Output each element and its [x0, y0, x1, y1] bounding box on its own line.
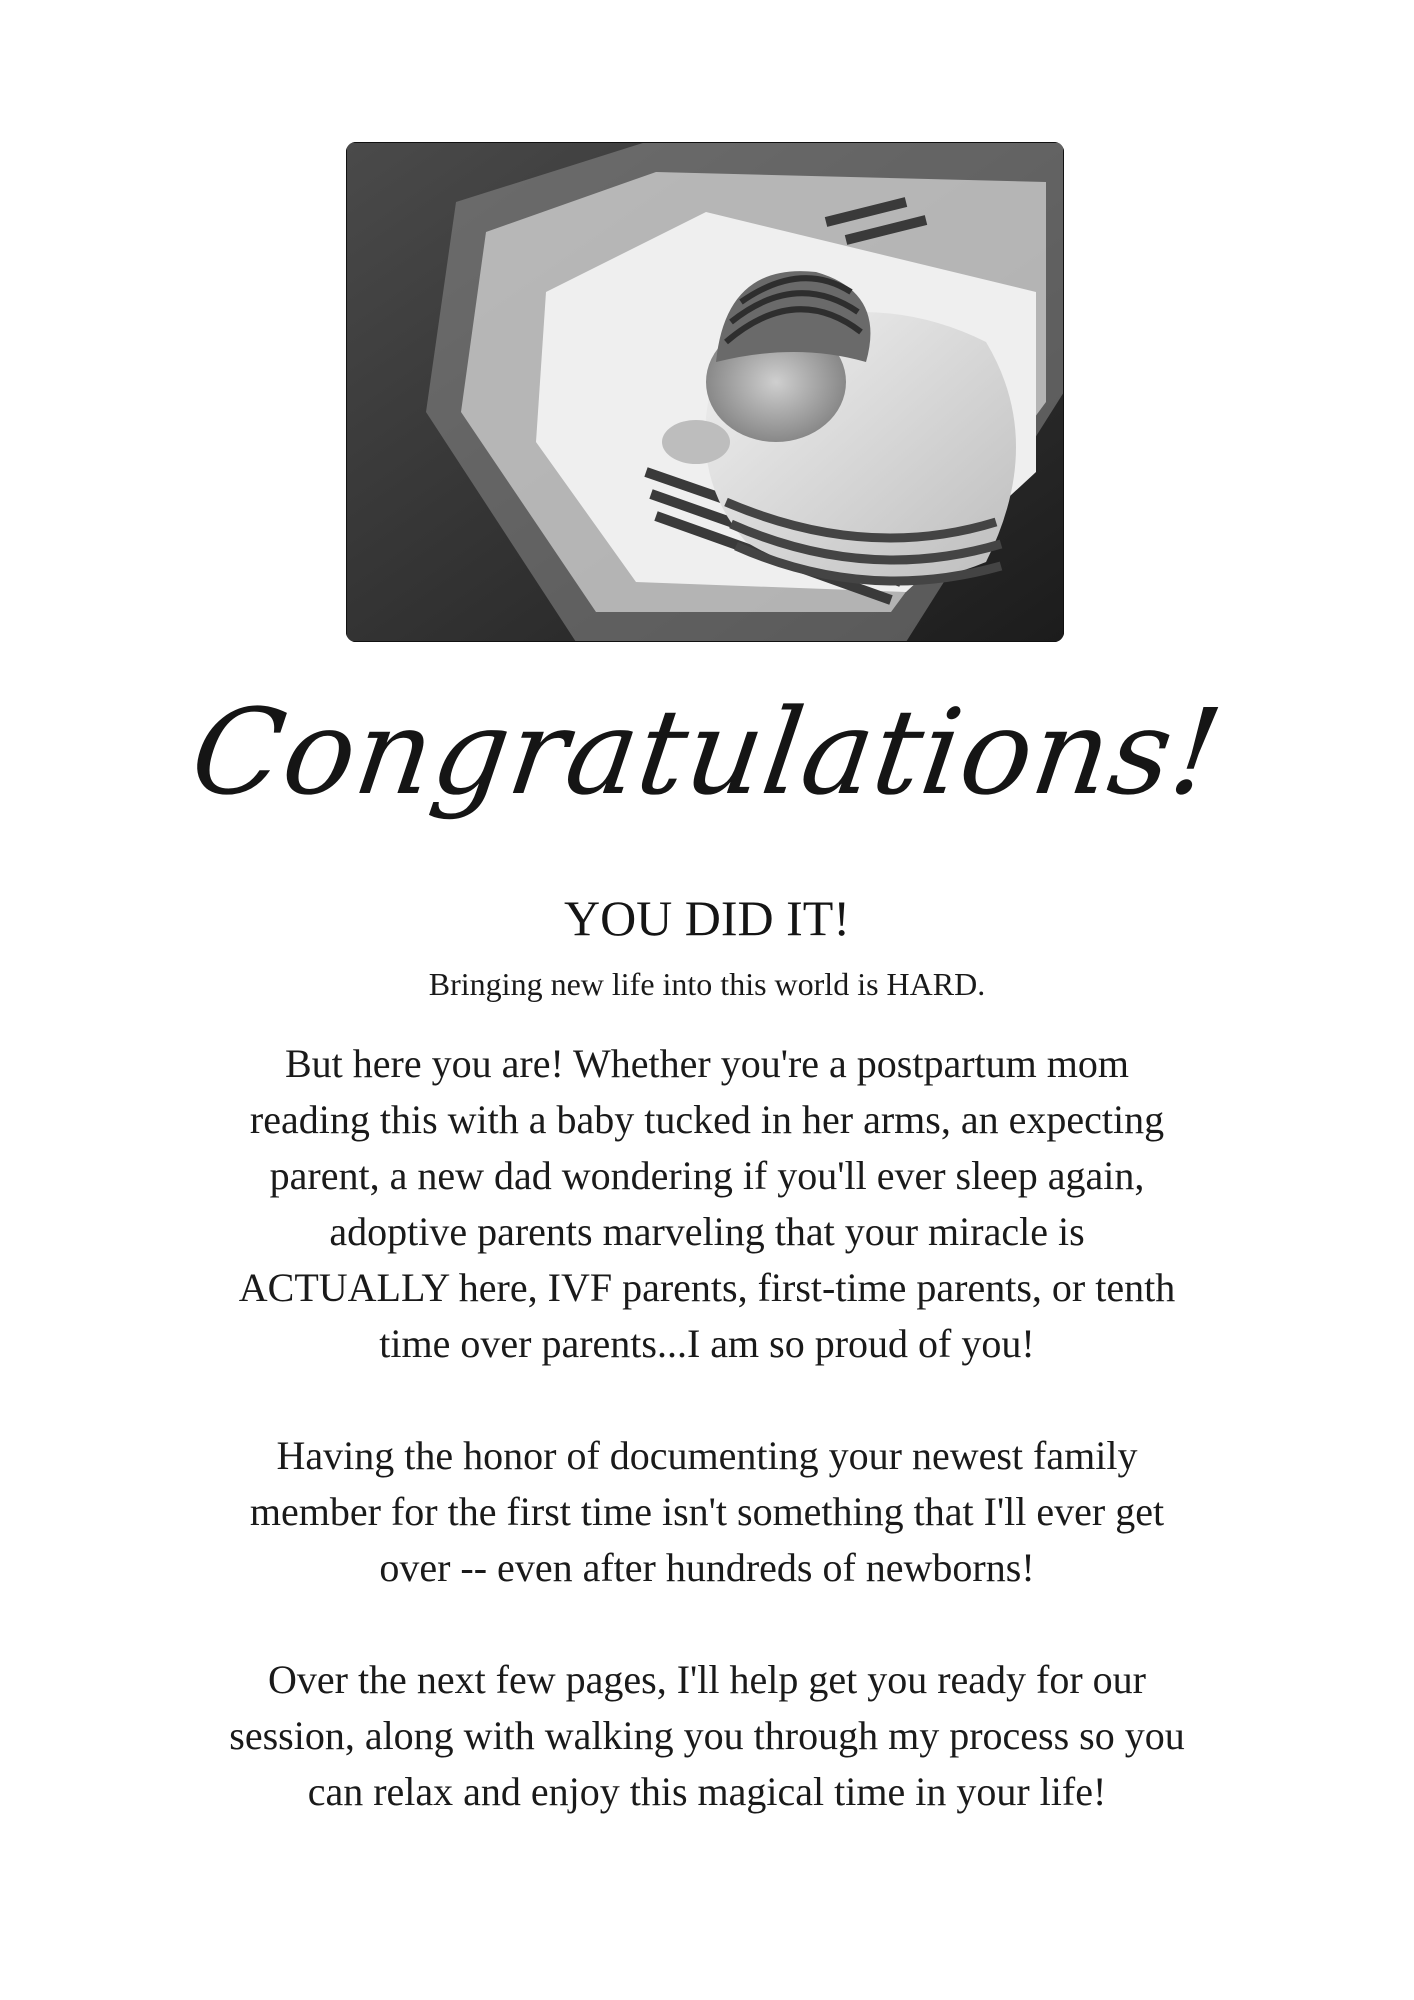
newborn-photo-illustration	[346, 142, 1064, 642]
paragraph-line: parent, a new dad wondering if you'll ever sleep again,	[269, 1153, 1145, 1198]
paragraph-line: ACTUALLY here, IVF parents, first-time parents, or tenth	[238, 1265, 1176, 1310]
paragraph-line: over -- even after hundreds of newborns!	[379, 1545, 1035, 1590]
paragraph-1	[120, 1036, 1294, 1372]
paragraph-line: time over parents...I am so proud of you!	[379, 1321, 1035, 1366]
paragraph-line: reading this with a baby tucked in her arms, an expecting	[249, 1097, 1165, 1142]
paragraph-line: adoptive parents marveling that your miracle is	[329, 1209, 1085, 1254]
paragraph-line: member for the first time isn't something that I'll ever get	[249, 1489, 1165, 1534]
subline: Bringing new life into this world is HARD.	[428, 966, 986, 1002]
body-text	[120, 1036, 1294, 1876]
paragraph-line: session, along with walking you through my process so you	[229, 1713, 1185, 1758]
paragraph-line: Having the honor of documenting your newest family	[276, 1433, 1138, 1478]
paragraph-3	[120, 1652, 1294, 1820]
paragraph-line: can relax and enjoy this magical time in your life!	[307, 1769, 1107, 1814]
newborn-photo	[346, 142, 1064, 642]
paragraph-line: Over the next few pages, I'll help get you ready for our	[267, 1657, 1146, 1702]
paragraph-line: But here you are! Whether you're a postpartum mom	[285, 1041, 1129, 1086]
congratulations-title: Congratulations!	[183, 683, 1231, 821]
paragraph-2	[120, 1428, 1294, 1596]
headline: YOU DID IT!	[563, 890, 851, 946]
